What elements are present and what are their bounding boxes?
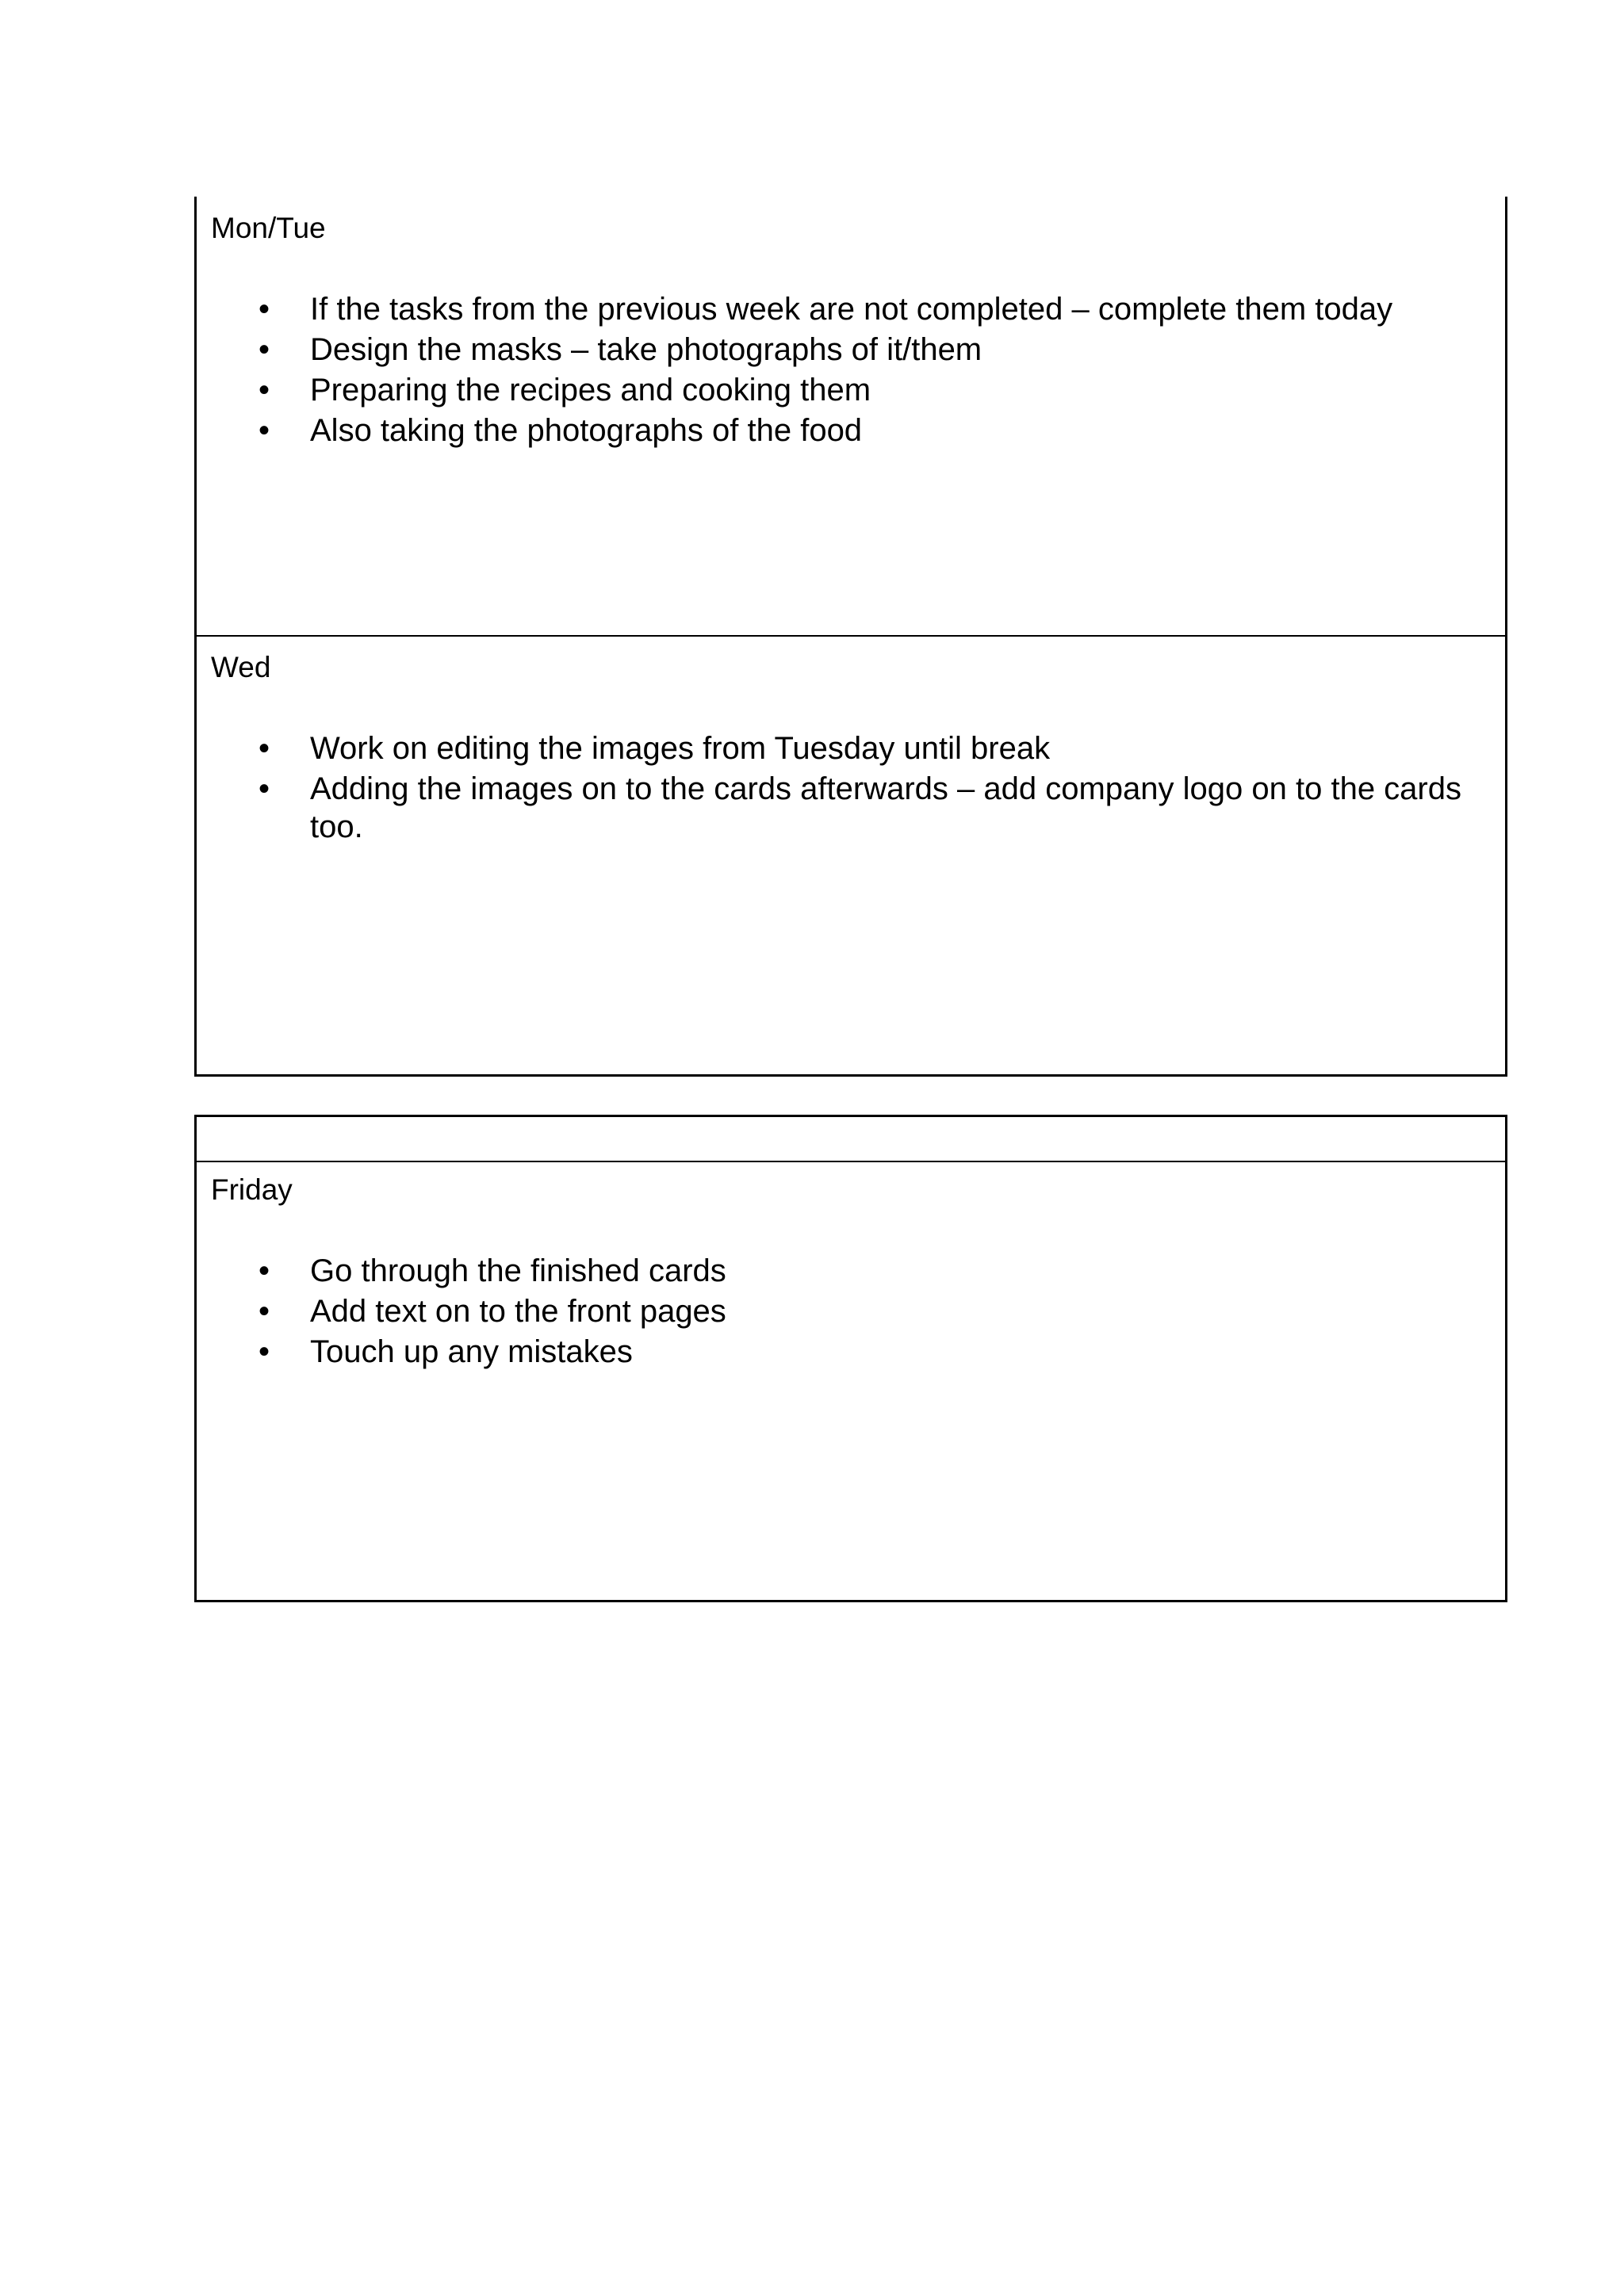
list-item: • Add text on to the front pages	[197, 1292, 1473, 1330]
list-item: • Preparing the recipes and cooking them	[197, 371, 1473, 409]
row-divider	[197, 1161, 1505, 1162]
day-label-mon-tue: Mon/Tue	[211, 212, 326, 244]
list-item: • Touch up any mistakes	[197, 1333, 1473, 1371]
list-item: • Go through the finished cards	[197, 1252, 1473, 1290]
day-label-wed: Wed	[211, 651, 271, 683]
planner-table-top	[194, 197, 1507, 1077]
planner-table-bottom	[194, 1115, 1507, 1602]
list-item: • Adding the images on to the cards afterwards – add company logo on to the cards too.	[197, 770, 1473, 846]
task-list-wed	[197, 729, 1473, 848]
task-list-friday	[197, 1252, 1473, 1373]
list-item: • Also taking the photographs of the food	[197, 411, 1473, 450]
list-item: • Design the masks – take photographs of it/them	[197, 331, 1473, 369]
day-label-friday: Friday	[211, 1173, 293, 1206]
task-list-mon-tue	[197, 290, 1473, 452]
list-item: • If the tasks from the previous week are not completed – complete them today	[197, 290, 1473, 328]
row-divider	[197, 635, 1505, 637]
list-item: • Work on editing the images from Tuesday until break	[197, 729, 1473, 767]
